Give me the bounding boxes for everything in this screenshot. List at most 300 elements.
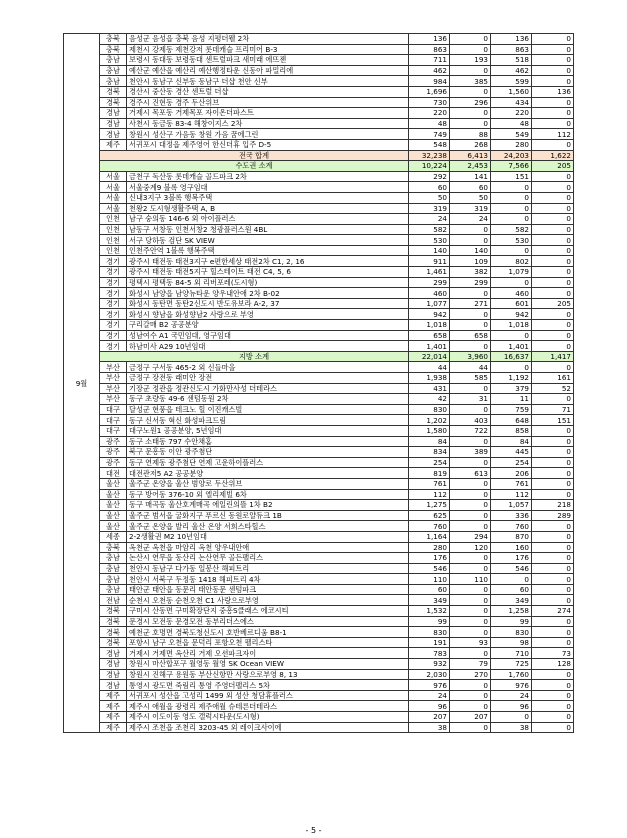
complex-name-cell: 동구 연제동 광주첨단 연제 고운하이플러스 <box>127 457 409 468</box>
units-col-a-cell: 120 <box>450 542 491 553</box>
units-col-c-cell: 0 <box>532 362 574 373</box>
region-cell: 부산 <box>100 362 127 373</box>
table-row <box>64 468 574 479</box>
units-col-b-cell: 530 <box>491 235 532 246</box>
table-row <box>64 288 574 299</box>
table-row <box>64 267 574 278</box>
units-col-c-cell: 73 <box>532 648 574 659</box>
total-units-cell: 140 <box>409 245 450 256</box>
units-col-c-cell: 0 <box>532 637 574 648</box>
units-col-c-cell: 0 <box>532 489 574 500</box>
total-units-cell: 292 <box>409 171 450 182</box>
table-row <box>64 341 574 352</box>
units-col-a-cell: 294 <box>450 531 491 542</box>
complex-name-cell: 서귀포시 대정읍 제주영어 한신더휴 입주 D-5 <box>127 139 409 150</box>
units-col-b-cell: 858 <box>491 425 532 436</box>
total-units-cell: 1,202 <box>409 415 450 426</box>
complex-name-cell: 북구 문흥동 이안 광주첨단 <box>127 447 409 458</box>
complex-name-cell: 서구 당하동 검단 SK VIEW <box>127 235 409 246</box>
units-col-b-cell: 280 <box>491 139 532 150</box>
total-units-cell: 50 <box>409 192 450 203</box>
complex-name-cell: 경산시 중산동 경산 센트럴 더샵 <box>127 86 409 97</box>
units-col-a-cell: 0 <box>450 341 491 352</box>
units-col-b-cell: 0 <box>491 330 532 341</box>
total-units-cell: 976 <box>409 680 450 691</box>
complex-name-cell: 동구 신서동 혁신 화성파크드림 <box>127 415 409 426</box>
units-col-a-cell: 0 <box>450 478 491 489</box>
region-cell: 서울 <box>100 192 127 203</box>
units-col-c-cell: 274 <box>532 606 574 617</box>
units-col-a-cell: 0 <box>450 235 491 246</box>
table-row <box>64 139 574 150</box>
units-col-b-cell: 582 <box>491 224 532 235</box>
total-units-cell: 1,164 <box>409 531 450 542</box>
region-cell: 인천 <box>100 245 127 256</box>
table-row <box>64 118 574 129</box>
total-units-cell: 254 <box>409 457 450 468</box>
complex-name-cell: 보령시 동대동 보령동대 센트럴파크 새미래 에뜨젠 <box>127 55 409 66</box>
units-col-a-cell: 0 <box>450 457 491 468</box>
units-col-b-cell: 136 <box>491 34 532 45</box>
units-col-b-cell: 349 <box>491 595 532 606</box>
region-cell: 경기 <box>100 330 127 341</box>
units-col-a-cell: 0 <box>450 118 491 129</box>
total-units-cell: 2,030 <box>409 669 450 680</box>
units-col-c-cell: 0 <box>532 256 574 267</box>
total-units-cell: 136 <box>409 34 450 45</box>
units-col-a-cell: 0 <box>450 436 491 447</box>
table-row <box>64 224 574 235</box>
units-col-b-cell: 1,057 <box>491 500 532 511</box>
units-col-c-cell: 0 <box>532 627 574 638</box>
total-units-cell: 546 <box>409 563 450 574</box>
total-units-cell: 38 <box>409 722 450 733</box>
table-row <box>64 404 574 415</box>
units-col-b-cell: 1,079 <box>491 267 532 278</box>
units-col-a-cell: 0 <box>450 320 491 331</box>
total-units-cell: 220 <box>409 108 450 119</box>
region-cell: 광주 <box>100 436 127 447</box>
region-cell: 경남 <box>100 108 127 119</box>
region-cell: 대구 <box>100 404 127 415</box>
table-row <box>64 415 574 426</box>
total-units-cell: 32,238 <box>409 150 450 161</box>
complex-name-cell: 금정구 구서동 465-2 외 신들마을 <box>127 362 409 373</box>
total-units-cell: 44 <box>409 362 450 373</box>
units-col-c-cell: 0 <box>532 584 574 595</box>
units-col-a-cell: 110 <box>450 574 491 585</box>
units-col-c-cell: 161 <box>532 373 574 384</box>
units-col-b-cell: 1,560 <box>491 86 532 97</box>
total-units-cell: 942 <box>409 309 450 320</box>
table-row <box>64 637 574 648</box>
complex-name-cell: 서울중계9 블록 영구임대 <box>127 182 409 193</box>
complex-name-cell: 예천군 호명면 경북도청신도시 호반베르디움 B8-1 <box>127 627 409 638</box>
complex-name-cell: 구미시 산동면 구미확장단지 중흥S클래스 에코시티 <box>127 606 409 617</box>
units-col-a-cell: 403 <box>450 415 491 426</box>
units-col-a-cell: 0 <box>450 606 491 617</box>
units-col-c-cell: 0 <box>532 521 574 532</box>
region-cell: 경북 <box>100 606 127 617</box>
complex-name-cell: 제주시 조천읍 조천리 3203-45 외 레이크사이에 <box>127 722 409 733</box>
table-row <box>64 362 574 373</box>
units-col-a-cell: 0 <box>450 383 491 394</box>
table-row <box>64 510 574 521</box>
units-col-c-cell: 0 <box>532 616 574 627</box>
table-row <box>64 722 574 733</box>
units-col-b-cell: 0 <box>491 574 532 585</box>
complex-name-cell: 성남여수 A1 국민임대, 영구임대 <box>127 330 409 341</box>
units-col-b-cell: 96 <box>491 701 532 712</box>
region-cell: 서울 <box>100 182 127 193</box>
region-cell: 제주 <box>100 690 127 701</box>
total-units-cell: 1,938 <box>409 373 450 384</box>
table-row <box>64 55 574 66</box>
total-units-cell: 431 <box>409 383 450 394</box>
units-col-b-cell: 1,401 <box>491 341 532 352</box>
units-col-a-cell: 60 <box>450 182 491 193</box>
table-row <box>64 171 574 182</box>
units-col-c-cell: 0 <box>532 457 574 468</box>
total-units-cell: 834 <box>409 447 450 458</box>
units-col-b-cell: 802 <box>491 256 532 267</box>
complex-name-cell: 화성시 동탄면 동탄2신도시 반도유보라 A-2, 37 <box>127 298 409 309</box>
table-row <box>64 701 574 712</box>
region-cell: 대전 <box>100 468 127 479</box>
region-cell: 제주 <box>100 722 127 733</box>
table-row <box>64 595 574 606</box>
complex-name-cell: 제천시 강제동 제천강저 롯데캐슬 프리미어 B-3 <box>127 44 409 55</box>
total-units-cell: 1,580 <box>409 425 450 436</box>
units-col-a-cell: 93 <box>450 637 491 648</box>
units-col-c-cell: 0 <box>532 330 574 341</box>
table-row <box>64 521 574 532</box>
units-col-c-cell: 0 <box>532 436 574 447</box>
units-col-a-cell: 193 <box>450 55 491 66</box>
table-row <box>64 500 574 511</box>
units-col-a-cell: 6,413 <box>450 150 491 161</box>
total-units-cell: 658 <box>409 330 450 341</box>
units-col-a-cell: 24 <box>450 214 491 225</box>
units-col-b-cell: 99 <box>491 616 532 627</box>
units-col-a-cell: 0 <box>450 521 491 532</box>
region-cell: 경남 <box>100 648 127 659</box>
complex-name-cell: 남구 숭의동 146-6 외 아이플러스 <box>127 214 409 225</box>
units-col-a-cell: 0 <box>450 224 491 235</box>
units-col-b-cell: 254 <box>491 457 532 468</box>
units-col-b-cell: 60 <box>491 584 532 595</box>
units-col-c-cell: 0 <box>532 118 574 129</box>
total-units-cell: 1,077 <box>409 298 450 309</box>
subtotal-row <box>64 351 574 362</box>
complex-name-cell: 달성군 현풍읍 테크노 힐 이진캐스빌 <box>127 404 409 415</box>
total-units-cell: 783 <box>409 648 450 659</box>
region-cell: 경남 <box>100 659 127 670</box>
complex-name-cell: 경주시 진현동 경주 두산위브 <box>127 97 409 108</box>
units-col-c-cell: 0 <box>532 690 574 701</box>
complex-name-cell: 울주군 범서읍 굴화지구 푸르신 동원로얄듀크 1B <box>127 510 409 521</box>
table-row <box>64 76 574 87</box>
complex-name-cell: 천안시 서북구 두정동 1418 해피트리 4차 <box>127 574 409 585</box>
complex-name-cell: 거제시 거제면 옥산리 거제 오션파크자이 <box>127 648 409 659</box>
total-units-cell: 110 <box>409 574 450 585</box>
units-col-c-cell: 0 <box>532 553 574 564</box>
region-cell: 인천 <box>100 214 127 225</box>
units-col-b-cell: 1,192 <box>491 373 532 384</box>
units-col-b-cell: 942 <box>491 309 532 320</box>
table-row <box>64 320 574 331</box>
region-cell: 경기 <box>100 309 127 320</box>
table-row <box>64 616 574 627</box>
units-col-c-cell: 0 <box>532 669 574 680</box>
units-col-a-cell: 0 <box>450 44 491 55</box>
units-col-c-cell: 0 <box>532 108 574 119</box>
units-col-b-cell: 11 <box>491 394 532 405</box>
units-col-c-cell: 0 <box>532 224 574 235</box>
total-units-cell: 349 <box>409 595 450 606</box>
table-row <box>64 245 574 256</box>
units-col-b-cell: 84 <box>491 436 532 447</box>
table-row <box>64 669 574 680</box>
complex-name-cell: 울주군 온양읍 울산 범양로 두산위브 <box>127 478 409 489</box>
region-cell: 세종 <box>100 531 127 542</box>
units-col-b-cell: 462 <box>491 65 532 76</box>
units-col-c-cell: 0 <box>532 76 574 87</box>
units-col-a-cell: 0 <box>450 690 491 701</box>
region-cell: 울산 <box>100 521 127 532</box>
units-col-a-cell: 389 <box>450 447 491 458</box>
complex-name-cell: 창원시 성산구 가음동 창원 가음 꿈에그린 <box>127 129 409 140</box>
units-col-b-cell: 976 <box>491 680 532 691</box>
complex-name-cell: 옥천군 옥천읍 마암리 옥천 양우내안애 <box>127 542 409 553</box>
complex-name-cell: 구리갈매 B2 공공분양 <box>127 320 409 331</box>
region-cell: 전남 <box>100 595 127 606</box>
units-col-b-cell: 710 <box>491 648 532 659</box>
table-row <box>64 627 574 638</box>
table-row <box>64 584 574 595</box>
units-col-a-cell: 0 <box>450 86 491 97</box>
units-col-c-cell: 0 <box>532 34 574 45</box>
units-col-a-cell: 141 <box>450 171 491 182</box>
units-col-c-cell: 0 <box>532 277 574 288</box>
units-col-a-cell: 0 <box>450 722 491 733</box>
units-col-a-cell: 0 <box>450 489 491 500</box>
table-row <box>64 478 574 489</box>
units-col-c-cell: 0 <box>532 680 574 691</box>
units-col-b-cell: 7,566 <box>491 161 532 172</box>
units-col-a-cell: 0 <box>450 404 491 415</box>
units-col-c-cell: 0 <box>532 563 574 574</box>
units-col-a-cell: 0 <box>450 563 491 574</box>
region-cell: 충남 <box>100 563 127 574</box>
region-cell: 부산 <box>100 394 127 405</box>
units-col-c-cell: 0 <box>532 320 574 331</box>
table-row <box>64 425 574 436</box>
complex-name-cell: 기장군 정관읍 정관신도시 가화만사성 더테라스 <box>127 383 409 394</box>
region-cell: 충북 <box>100 44 127 55</box>
units-col-b-cell: 549 <box>491 129 532 140</box>
units-col-a-cell: 0 <box>450 595 491 606</box>
region-cell: 경북 <box>100 97 127 108</box>
complex-name-cell: 제주시 이도이동 영도 갤럭시타운(도시형) <box>127 712 409 723</box>
units-col-a-cell: 299 <box>450 277 491 288</box>
region-cell: 충남 <box>100 574 127 585</box>
table-row <box>64 531 574 542</box>
table-row <box>64 182 574 193</box>
units-col-c-cell: 0 <box>532 712 574 723</box>
table-row <box>64 256 574 267</box>
units-col-c-cell: 0 <box>532 478 574 489</box>
units-col-b-cell: 151 <box>491 171 532 182</box>
units-col-a-cell: 382 <box>450 267 491 278</box>
region-cell: 서울 <box>100 171 127 182</box>
table-row <box>64 447 574 458</box>
table-row <box>64 606 574 617</box>
units-col-b-cell: 16,637 <box>491 351 532 362</box>
units-col-b-cell: 870 <box>491 531 532 542</box>
units-col-c-cell: 218 <box>532 500 574 511</box>
total-units-cell: 863 <box>409 44 450 55</box>
total-units-cell: 1,532 <box>409 606 450 617</box>
complex-name-cell: 창원시 진해구 용원동 부산신항만 사랑으로부영 8, 13 <box>127 669 409 680</box>
region-cell: 충남 <box>100 55 127 66</box>
total-units-cell: 1,275 <box>409 500 450 511</box>
region-cell: 충남 <box>100 584 127 595</box>
units-col-b-cell: 1,258 <box>491 606 532 617</box>
units-col-b-cell: 98 <box>491 637 532 648</box>
units-col-b-cell: 761 <box>491 478 532 489</box>
units-col-b-cell: 0 <box>491 712 532 723</box>
units-col-a-cell: 0 <box>450 701 491 712</box>
complex-name-cell: 동구 소태동 797 수안채홈 <box>127 436 409 447</box>
total-units-cell: 22,014 <box>409 351 450 362</box>
units-col-a-cell: 31 <box>450 394 491 405</box>
region-cell: 울산 <box>100 478 127 489</box>
units-col-c-cell: 0 <box>532 722 574 733</box>
table-row <box>64 383 574 394</box>
units-col-a-cell: 268 <box>450 139 491 150</box>
units-col-a-cell: 613 <box>450 468 491 479</box>
complex-name-cell: 신내3지구 3블록 행복주택 <box>127 192 409 203</box>
units-col-a-cell: 79 <box>450 659 491 670</box>
total-units-cell: 760 <box>409 521 450 532</box>
total-units-cell: 830 <box>409 404 450 415</box>
complex-name-cell: 광주시 태전동 태전3지구 e편한세상 태전2차 C1, 2, 16 <box>127 256 409 267</box>
region-cell: 인천 <box>100 224 127 235</box>
table-row <box>64 192 574 203</box>
units-col-b-cell: 648 <box>491 415 532 426</box>
region-cell: 경기 <box>100 288 127 299</box>
total-units-cell: 530 <box>409 235 450 246</box>
table-row <box>64 574 574 585</box>
region-cell: 대구 <box>100 415 127 426</box>
units-col-a-cell: 296 <box>450 97 491 108</box>
table-row <box>64 235 574 246</box>
complex-name-cell: 동구 방어동 376-10 외 엘리제빌 6차 <box>127 489 409 500</box>
region-cell: 경기 <box>100 267 127 278</box>
units-col-c-cell: 0 <box>532 235 574 246</box>
region-cell: 충북 <box>100 542 127 553</box>
complex-name-cell: 예산군 예산읍 예산리 예산행정타운 신동아 파밀리에 <box>127 65 409 76</box>
units-col-b-cell: 0 <box>491 192 532 203</box>
month-label: 9월 <box>64 34 100 733</box>
table-row <box>64 214 574 225</box>
units-col-a-cell: 319 <box>450 203 491 214</box>
units-col-a-cell: 50 <box>450 192 491 203</box>
total-units-cell: 711 <box>409 55 450 66</box>
region-cell: 울산 <box>100 500 127 511</box>
units-col-c-cell: 0 <box>532 468 574 479</box>
units-col-c-cell: 205 <box>532 298 574 309</box>
total-units-cell: 84 <box>409 436 450 447</box>
table-row <box>64 373 574 384</box>
summary-label-cell: 지방 소계 <box>100 351 409 362</box>
units-col-b-cell: 206 <box>491 468 532 479</box>
total-units-cell: 625 <box>409 510 450 521</box>
complex-name-cell: 논산시 연무읍 동산리 논산연무 골든팰리스 <box>127 553 409 564</box>
total-units-cell: 48 <box>409 118 450 129</box>
units-col-b-cell: 0 <box>491 214 532 225</box>
table-row <box>64 86 574 97</box>
region-cell: 경북 <box>100 616 127 627</box>
units-col-c-cell: 0 <box>532 341 574 352</box>
table-row <box>64 44 574 55</box>
units-col-a-cell: 109 <box>450 256 491 267</box>
table-row <box>64 298 574 309</box>
region-cell: 충남 <box>100 553 127 564</box>
table-row <box>64 108 574 119</box>
total-units-cell: 319 <box>409 203 450 214</box>
region-cell: 부산 <box>100 383 127 394</box>
units-col-c-cell: 0 <box>532 394 574 405</box>
complex-name-cell: 화성시 남양읍 남양뉴타운 양우내안애 2차 B-02 <box>127 288 409 299</box>
units-col-b-cell: 24 <box>491 690 532 701</box>
complex-name-cell: 동구 매곡동 울산호계매곡 에일린의뜰 1차 B2 <box>127 500 409 511</box>
units-col-a-cell: 0 <box>450 500 491 511</box>
units-col-b-cell: 48 <box>491 118 532 129</box>
complex-name-cell: 통영시 광도면 죽림리 통영 주영더팰리스 5차 <box>127 680 409 691</box>
complex-name-cell: 순천시 오천동 순천오천 C1 사랑으로부영 <box>127 595 409 606</box>
units-col-a-cell: 0 <box>450 65 491 76</box>
units-col-c-cell: 0 <box>532 574 574 585</box>
table-row <box>64 659 574 670</box>
units-col-b-cell: 725 <box>491 659 532 670</box>
region-cell: 울산 <box>100 489 127 500</box>
units-col-c-cell: 128 <box>532 659 574 670</box>
table-row <box>64 436 574 447</box>
units-col-a-cell: 3,960 <box>450 351 491 362</box>
units-col-a-cell: 0 <box>450 680 491 691</box>
units-col-a-cell: 0 <box>450 584 491 595</box>
subtotal-row <box>64 161 574 172</box>
total-units-cell: 911 <box>409 256 450 267</box>
units-col-c-cell: 0 <box>532 245 574 256</box>
table-row <box>64 457 574 468</box>
table-row <box>64 489 574 500</box>
units-col-c-cell: 0 <box>532 447 574 458</box>
summary-label-cell: 수도권 소계 <box>100 161 409 172</box>
units-col-b-cell: 0 <box>491 277 532 288</box>
units-col-c-cell: 0 <box>532 171 574 182</box>
total-units-cell: 830 <box>409 627 450 638</box>
complex-name-cell: 음성군 음성읍 충북 음성 지평더웰 2차 <box>127 34 409 45</box>
total-row <box>64 150 574 161</box>
units-col-c-cell: 0 <box>532 65 574 76</box>
total-units-cell: 761 <box>409 478 450 489</box>
complex-name-cell: 평택시 평택동 84-5 외 리버포레(도시형) <box>127 277 409 288</box>
total-units-cell: 1,018 <box>409 320 450 331</box>
units-col-a-cell: 0 <box>450 616 491 627</box>
